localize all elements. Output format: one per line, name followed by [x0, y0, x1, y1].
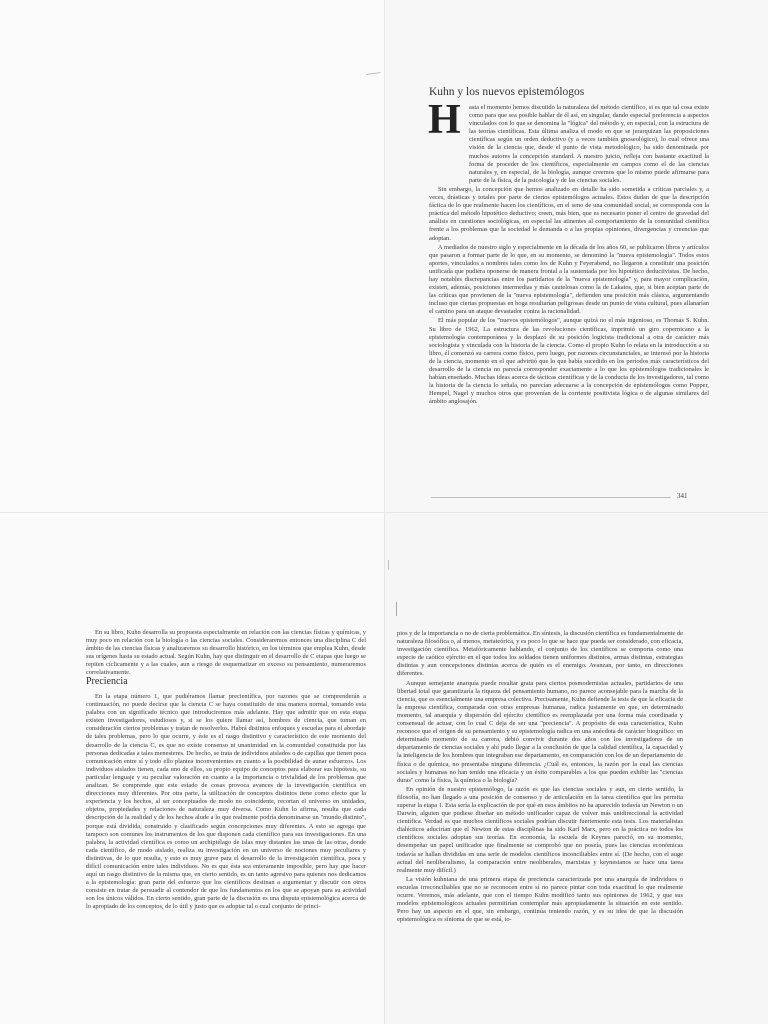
paragraph: En la etapa número 1, que pudiéramos llamar precientífica, por razones que se comprenderán a continuación, no puede decirse que la ciencia C se haya constituido de una manera normal, tomando esta palabra con un significado técnico que introduciremos más adelante. Hay que admitir que en esta etapa existen investigadores, estudiosos y, si se los quiere llamar así, hombres de ciencia, que toman en consideración ciertos problemas y tratan de resolverlos. Habrá distintos enfoques y escuelas para el abordaje de tales problemas, pero lo que ocurre, y éste es el rasgo distintivo y característico de este momento del desarrollo de la ciencia C, es que no existe consenso ni unanimidad en la comunidad constituida por las personas dedicadas a tales menesteres. De hecho, se trata de individuos aislados o de capillas que tienen poca comunicación entre sí y todo ello plantea inconvenientes en cuanto a la posibilidad de aunar esfuerzos. Los individuos aislados tienen, cada uno de ellos, su propio equipo de conceptos para elaborar sus hipótesis, su particular lenguaje y su peculiar valoración en cuanto a la importancia o trivialidad de los problemas que analizan. Se comprende que este estado de cosas provoca avances de la investigación científica en direcciones muy diferentes. Por otra parte, la utilización de conceptos distintos tiene como efecto que la experiencia y los hechos, al ser conceptuados de modo no coincidente, recortan el universo en unidades, objetos, propiedades y relaciones de naturaleza muy diversa. Como Kuhn lo afirma, resulta que cada descripción de la realidad y de los hechos alude a lo que realmente podría denominarse un "mundo distinto", porque está dividida, construido y clasificado según concepciones muy diferentes. A esto se agrega que tampoco son comunes los instrumentos de los que disponen cada científico para sus investigaciones. En una palabra, la actividad científica es como un archipiélago de islas muy distantes las unas de las otras, donde cada científico, de modo aislado, realiza su investigación en un universo de nociones muy peculiares y distintivas, de lo que resulta, y esto es muy grave para el desarrollo de la investigación científica, poca y difícil comunicación entre tales individuos. No es que ésta sea enteramente imposible, pero hay que hacer aquí un rasgo distintivo de la misma que, en cierto sentido, es un tanto agresivo para quienes nos dedicamos a la epistemología: gran parte del esfuerzo que los científicos destinan a argumentar y discutir con otros consiste en tratar de persuadir al contendor de que los fundamentos en los que se apoyan para su actividad son los únicos válidos. En cierto sentido, gran parte de la discusión es una disputa epistemológica acerca de lo apropiado de los conceptos, de lo útil y justo que es adoptar tal o cual conjunto de princi-: [86, 693, 366, 911]
paragraph: El más popular de los "nuevos epistemólogos", aunque quizá no el más ingenioso, es Thomas S. Kuhn. Su libro de 1962, La estructura de las revoluciones científicas, imprimió un giro copernicano a la epistemología contemporánea y la desplazó de su posición logicista tradicional a otra de carácter más sociologista y vinculada con la historia de la ciencia. Como el propio Kuhn lo relata en la introducción a su libro, él comenzó su carrera como físico, pero luego, por razones circunstanciales, se interesó por la historia de la ciencia, momento en el que advirtió que lo que había sucedido en los períodos más característicos del desarrollo de la ciencia no parecía corresponder exactamente a lo que los epistemólogos tradicionales le habían enseñado. Muchas ideas acerca de tácticas científicas y de la conducta de los investigadores, tal como la historia de la ciencia lo señala, no parecían adecuarse a la concepción de epistemólogos como Popper, Hempel, Nagel y muchos otros que provenían de la corriente positivista lógica o de algunas similares del ámbito anglosajón.: [429, 317, 709, 406]
paragraph: En su libro, Kuhn desarrolla su propuesta especialmente en relación con las ciencias físicas y químicas, y muy poco en relación con la biología o las ciencias sociales. Consideraremos entonces una disciplina C del ámbito de las ciencias físicas y analizaremos su desarrollo histórico, en los términos que emplea Kuhn, desde sus orígenes hasta su estado actual. Según Kuhn, hay que distinguir en el desarrollo de C etapas que luego se repiten cíclicamente y a las cuales, aun a riesgo de esquematizar en exceso su pensamiento, numeraremos correlativamente.: [86, 629, 366, 677]
page-341: [384, 0, 768, 512]
scan-mark: [396, 602, 407, 616]
paragraph: La visión kuhniana de una primera etapa de preciencia caracterizada por una anarquía de individuos o escuelas irreconciliables que no se reconocen entre sí no parece pintar con toda exactitud lo que realmente ocurre. Veremos, más adelante, que con el tiempo Kuhn modificó tanto sus opiniones de 1962, y que sus modelos epistemológicos actuales permitirían contemplar más apropiadamente la situación en este sentido. Pero hay un aspecto en el que, sin embargo, continúa teniendo razón, y es su idea de que la discusión epistemológica es síntoma de que se está, to-: [397, 875, 683, 924]
page-body: [397, 630, 683, 1022]
page-number: 341: [677, 492, 688, 500]
paragraph: Sin embargo, la concepción que hemos analizado en detalle ha sido sometida a críticas parciales y, a veces, drásticas y totales por parte de ciertos epistemólogos actuales. Estos dudan de que la descripción fáctica de lo que realmente hacen los científicos, en el seno de una comunidad social, se corresponda con la práctica del método hipotético deductivo; creen, más bien, que es necesario poner el centro de gravedad del análisis en cuestiones sociológicas, en especial las atinentes al comportamiento de la comunidad científica frente a los problemas que la sociedad le demanda o a las propias opiniones, divergencias y creencias que adoptan.: [429, 185, 709, 242]
paragraph: En opinión de nuestro epistemólogo, la razón es que las ciencias sociales y aun, en cierto sentido, la filosofía, no han llegado a una posición de consenso y de articulación en la tarea científica que les permita superar la etapa 1. Esta sería la explicación de por qué en esos ámbitos no ha aparecido todavía un Newton o un Darwin, alguien que pudiese diseñar un método unificador capaz de volver más unidireccional la actividad científica. Verdad es que muchos científicos sociales podrían discutir fuertemente esta tesis. Los materialistas dialécticos aducirían que el Newton de estas disciplinas ha sido Karl Marx, pero en la práctica no todos los científicos sociales adoptan sus teorías. En economía, la escuela de Keynes pareció, en su momento, desempeñar un papel unificador que finalmente se comprobó que no poseía, pues las ciencias económicas todavía se hallan divididas en una serie de modelos científicos inconciliables entre sí. (De hecho, con el auge actual del neoliberalismo, la comparación entre neoliberales, marxistas y keynesianos se hace una tarea realmente muy difícil.): [397, 785, 683, 874]
paragraph: pios y de la importancia o no de cierta problemática. En síntesis, la discusión científica es fundamentalmente de naturaleza filosófica o, al menos, metateórica, y es poco lo que se hace que pueda ser considerado, con eficacia, investigación científica. Metafóricamente hablando, el conjunto de los científicos se comporta como una especie de caótico ejército en el que todos los soldados tienen uniformes distintos, armas distintas, estrategias distintas y aun concepciones distintas acerca de quién es el enemigo. Avanzan, por tanto, en direcciones diferentes.: [397, 630, 683, 678]
blank-page-top-left: [0, 0, 384, 512]
section-body: [86, 693, 366, 1023]
page-341-body: [429, 104, 709, 407]
drop-cap-letter: H: [428, 97, 461, 143]
intro-paragraph-block: [86, 629, 366, 679]
paragraph: asta el momento hemos discutido la naturaleza del método científico, si es que tal cosa existe como para que sea posible hablar de él así, en singular, dando especial preferencia a aspectos vinculados con lo que se denomina la "lógica" del método y, en especial, con la estructura de las teorías científicas. Esta última analiza el modo en que se jerarquizan las proposiciones científicas según un orden deductivo (y a veces también gnoseológico), lo cual ofrece una visión de la ciencia que, desde el punto de vista metodológico, ha sido denominada por muchos autores la concepción standard. A nuestro juicio, refleja con bastante exactitud la forma de proceder de los científicos, especialmente en campos como el de las ciencias naturales y, en especial, de la biología, aunque creemos que lo mismo puede afirmarse para parte de la física, de la psicología y de las ciencias sociales.: [469, 104, 709, 184]
page-bottom-left: [0, 512, 384, 1024]
scan-mark: [380, 560, 389, 570]
page-bottom-right: [384, 512, 768, 1024]
footer-rule: [431, 497, 671, 498]
section-heading: Preciencia: [86, 676, 128, 687]
paragraph: A mediados de nuestro siglo y especialmente en la década de los años 60, se publicaron libros y artículos que pasaron a formar parte de lo que, en su momento, se denominó la "nueva epistemología". Todos estos aportes, vinculados a nombres tales como los de Kuhn y Feyerabend, no llegaron a constituir una posición unificada que pudiera oponerse de manera frontal a la sustentada por los hipotético deductivistas. De hecho, hay notables discrepancias entre los partidarios de la "nueva epistemología" y, para mayor complicación, existen, además, posiciones intermedias y más cautelosas como la de Lakatos, que, si bien aceptan parte de las críticas que provienen de la "nueva epistemología", defienden una posición más clásica, argumentando incluso que ciertas propuestas en boga resultarían peligrosas desde un punto de vista cultural, pues allanarían el camino para un ataque devastador contra la racionalidad.: [429, 243, 709, 316]
scan-mark: [366, 72, 381, 83]
paragraph: Aunque semejante anarquía puede resultar grata para ciertos posmodernistas actuales, partidarios de una libertad total que garantizaría la riqueza del pensamiento humano, no parece aconsejable para la marcha de la ciencia, que es esencialmente una empresa colectiva. Precisamente, Kuhn defiende la tesis de que la eficacia de la empresa científica, comparada con otras empresas humanas, radica justamente en que, en determinado momento, tal anarquía y dispersión del ejército científico es reemplazada por una forma más coordinada y consensual de actuar, con lo cual C deja de ser una "preciencia". A propósito de esta característica, Kuhn reconoce que el origen de su pensamiento y su epistemología radica en una anécdota de carácter biográfico: en determinado momento de su carrera, debió convivir durante dos años con los investigadores de un departamento de ciencias sociales y ahí pudo llegar a la conclusión de que la calidad científica, la capacidad y la inteligencia de los hombres que integraban ese departamento, en comparación con los de un departamento de física o de química, no presentaba ninguna diferencia. ¿Cuál es, entonces, la razón por la cual las ciencias sociales y humanas no han tenido una eficacia y un éxito comparables a los que pueden exhibir las "ciencias duras" como la física, la química o la biología?: [397, 679, 683, 784]
chapter-title: Kuhn y los nuevos epistemólogos: [429, 86, 585, 98]
